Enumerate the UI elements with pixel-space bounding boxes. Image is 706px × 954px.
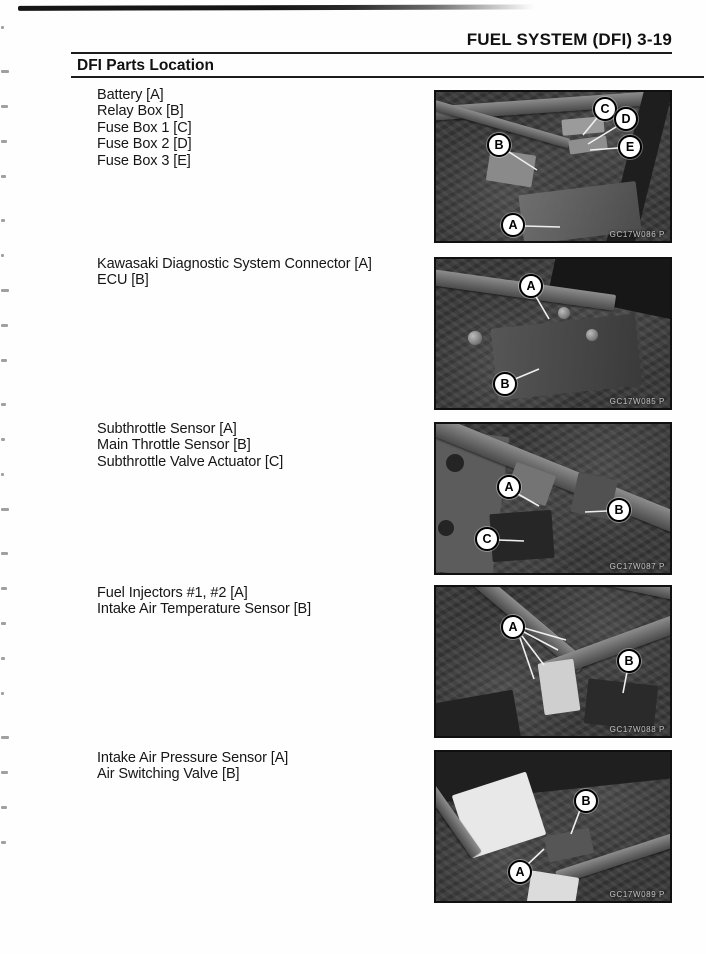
page-header: FUEL SYSTEM (DFI) 3-19 bbox=[466, 30, 672, 49]
photo-diagnostic-connector-ecu bbox=[434, 257, 672, 410]
photo-id: GC17W088 P bbox=[609, 725, 665, 734]
part-label: Intake Air Pressure Sensor [A] bbox=[97, 750, 289, 766]
part-label: Relay Box [B] bbox=[97, 103, 184, 120]
photo-air-pressure-sensor bbox=[434, 750, 672, 903]
label-block-diagnostic bbox=[97, 256, 372, 289]
part-label: Intake Air Temperature Sensor [B] bbox=[97, 601, 312, 618]
callout-c bbox=[475, 527, 499, 551]
photo-battery-relay-fuse bbox=[434, 90, 672, 243]
callout-d bbox=[614, 107, 638, 131]
callout-leader-lines bbox=[436, 752, 670, 901]
callout-letter: B bbox=[614, 503, 624, 517]
callout-letter: A bbox=[504, 480, 514, 494]
callout-a bbox=[501, 213, 525, 237]
part-label: Fuse Box 2 [D] bbox=[97, 136, 192, 153]
part-label: Main Throttle Sensor [B] bbox=[97, 437, 251, 454]
label-block-air-sensor bbox=[97, 750, 288, 783]
callout-a bbox=[497, 475, 521, 499]
callout-b bbox=[487, 133, 511, 157]
callout-a bbox=[501, 615, 525, 639]
callout-a bbox=[508, 860, 532, 884]
photo-id: GC17W085 P bbox=[609, 397, 665, 406]
callout-letter: A bbox=[508, 620, 518, 634]
title-rule bbox=[71, 76, 704, 78]
part-label: Fuse Box 3 [E] bbox=[97, 152, 191, 169]
part-label: Fuse Box 1 [C] bbox=[97, 119, 192, 136]
callout-letter: C bbox=[600, 102, 610, 116]
callout-letter: D bbox=[621, 112, 631, 126]
callout-a bbox=[519, 274, 543, 298]
part-label: Fuel Injectors #1, #2 [A] bbox=[97, 585, 248, 601]
callout-letter: C bbox=[482, 532, 492, 546]
callout-e bbox=[618, 135, 642, 159]
label-block-throttle bbox=[97, 421, 283, 470]
callout-letter: B bbox=[624, 654, 634, 668]
part-label: Battery [A] bbox=[97, 87, 164, 103]
part-label: Subthrottle Valve Actuator [C] bbox=[97, 453, 284, 470]
callout-b bbox=[493, 372, 517, 396]
photo-id: GC17W086 P bbox=[609, 230, 665, 239]
callout-letter: A bbox=[526, 279, 536, 293]
callout-letter: E bbox=[625, 140, 635, 154]
part-label: Subthrottle Sensor [A] bbox=[97, 421, 237, 437]
page-title: DFI Parts Location bbox=[77, 57, 214, 74]
callout-b bbox=[574, 789, 598, 813]
photo-id: GC17W089 P bbox=[609, 890, 665, 899]
label-block-injectors bbox=[97, 585, 311, 618]
callout-letter: A bbox=[515, 865, 525, 879]
photo-fuel-injectors bbox=[434, 585, 672, 738]
header-rule bbox=[71, 52, 672, 54]
label-block-battery bbox=[97, 87, 192, 169]
part-label: ECU [B] bbox=[97, 272, 149, 289]
photo-throttle-sensors bbox=[434, 422, 672, 575]
part-label: Kawasaki Diagnostic System Connector [A] bbox=[97, 256, 372, 272]
callout-b bbox=[607, 498, 631, 522]
photo-id: GC17W087 P bbox=[609, 562, 665, 571]
part-label: Air Switching Valve [B] bbox=[97, 766, 240, 783]
callout-b bbox=[617, 649, 641, 673]
callout-letter: B bbox=[494, 138, 504, 152]
callout-letter: B bbox=[581, 794, 591, 808]
callout-leader-lines bbox=[436, 424, 670, 573]
scan-edge-artifact bbox=[18, 4, 663, 11]
callout-leader-lines bbox=[436, 259, 670, 408]
callout-letter: B bbox=[500, 377, 510, 391]
callout-letter: A bbox=[508, 218, 518, 232]
